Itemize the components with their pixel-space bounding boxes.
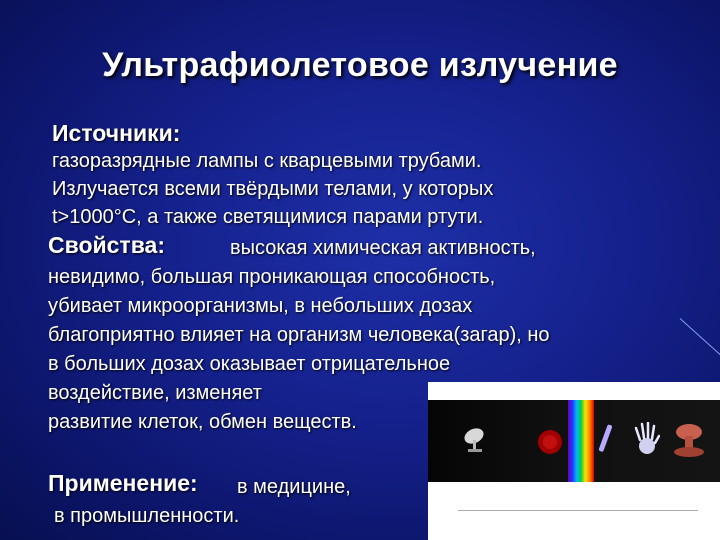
lamp-icon xyxy=(598,422,612,459)
properties-line-5: в больших дозах оказывает отрицательное xyxy=(48,353,451,375)
spectrum-axis xyxy=(458,510,698,511)
application-heading: Применение: xyxy=(48,470,198,496)
spectrum-figure xyxy=(428,382,720,540)
hand-xray-icon xyxy=(634,422,660,461)
sources-line-2: Излучается всеми твёрдыми телами, у которых xyxy=(52,178,494,200)
properties-line-4: благоприятно влияет на организм человека(загар), но xyxy=(48,324,550,346)
sources-line-1: газоразрядные лампы с кварцевыми трубами. xyxy=(52,150,482,172)
sources-heading: Источники: xyxy=(52,120,181,146)
visible-spectrum-strip xyxy=(568,400,594,482)
sun-disc-icon xyxy=(536,428,564,461)
application-line-2: в промышленности. xyxy=(54,505,240,527)
properties-line-2: невидимо, большая проникающая способность, xyxy=(48,266,496,288)
explosion-icon xyxy=(672,422,706,463)
properties-line-3: убивает микроорганизмы, в небольших дозах xyxy=(48,295,473,317)
satellite-dish-icon xyxy=(462,426,488,459)
slide-title: Ультрафиолетовое излучение xyxy=(102,46,618,84)
sources-line-3: t>1000°С, а также светящимися парами ртути. xyxy=(52,206,484,228)
properties-line-6: воздействие, изменяет xyxy=(48,382,262,404)
properties-heading: Свойства: xyxy=(48,232,165,258)
application-line-1: в медицине, xyxy=(237,476,351,498)
decorative-line xyxy=(680,318,720,359)
properties-line-7: развитие клеток, обмен веществ. xyxy=(48,411,357,433)
properties-line-1: высокая химическая активность, xyxy=(230,237,536,259)
